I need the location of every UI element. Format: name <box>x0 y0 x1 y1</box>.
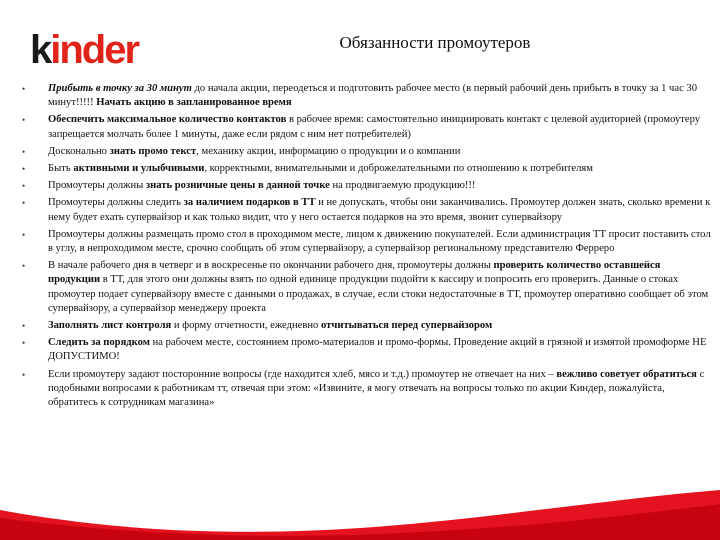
duty-item <box>22 145 712 159</box>
bullet-icon: • <box>22 338 26 349</box>
duty-text: Досконально <box>48 145 110 157</box>
duty-text-bold: Обеспечить максимальное количество контактов <box>48 114 287 126</box>
duty-text-bold: знать розничные цены в данной точке <box>145 180 330 192</box>
duty-text: в ТТ, для этого они должны взять по одной единице продукции подойти к кассиру и попросить его проверить. Данные о стоках промоутер подает супервайзору вместе с данными о продажах, в случае, если стоки недостаточные в ТТ, промоутер оперативно сообщает об этом супервайзору, а супервайзор менеджеру проекта <box>48 274 709 314</box>
bullet-icon: • <box>22 261 26 272</box>
duty-item <box>22 336 712 364</box>
duty-text: до начала акции, переодеться и подготовить рабочее место (в первый рабочий день прибыть в точку за 1 час 30 минут!!!!! <box>48 83 698 109</box>
duty-item <box>22 113 712 141</box>
duty-item <box>22 162 712 176</box>
duty-item <box>22 228 712 256</box>
duty-text: и не допускать, чтобы они заканчивались. Промоутер должен знать, сколько времени к нему будет ехать супервайзор и как только видит, что у него остается подарков на это время, звонит супервайзору <box>48 197 711 223</box>
bullet-icon: • <box>22 321 26 332</box>
duty-text-bold: проверить количество оставшейся продукции <box>48 260 661 286</box>
logo-letter-k: k <box>30 28 51 72</box>
duty-text: Промоутеры должны следить <box>48 197 184 209</box>
duty-text: и форму отчетности, ежедневно <box>171 320 321 332</box>
kinder-logo <box>30 30 138 70</box>
duty-item <box>22 196 712 224</box>
bullet-icon: • <box>22 115 26 126</box>
duty-item <box>22 319 712 333</box>
bullet-icon: • <box>22 369 26 380</box>
bullet-icon: • <box>22 164 26 175</box>
duty-text: Быть <box>48 163 74 175</box>
duty-text-bold: активными и улыбчивыми <box>73 163 205 175</box>
duty-text-bold: за наличием подарков в ТТ <box>183 197 316 209</box>
bullet-icon: • <box>22 146 26 157</box>
page-title: Обязанности промоутеров <box>339 33 531 52</box>
duty-text-bold: знать промо текст <box>109 145 197 157</box>
duty-text: на рабочем месте, состоянием промо-материалов и промо-формы. Проведение акций в грязной и измятой промоформе НЕ ДОПУСТИМО! <box>48 337 707 363</box>
duty-item <box>22 368 712 411</box>
duty-text: Промоутеры должны <box>48 180 146 192</box>
duty-text: , механику акции, информацию о продукции и о компании <box>196 145 461 157</box>
duty-item <box>22 259 712 316</box>
duty-text: В начале рабочего дня в четверг и в воскресенье по окончании рабочего дня, промоутеры должны <box>48 260 494 272</box>
duty-text-bold: вежливо советует обратиться <box>556 368 697 380</box>
duties-list <box>22 82 712 413</box>
bullet-icon: • <box>22 198 26 209</box>
duty-text-bold: Прибыть в точку за 30 минут <box>48 83 192 94</box>
duty-text-bold: отчитываться перед супервайзором <box>321 320 493 332</box>
duty-text: , корректными, внимательными и доброжелательными по отношению к потребителям <box>204 163 593 175</box>
duty-text-bold: Заполнять лист контроля <box>48 320 172 332</box>
red-wave-decoration <box>0 470 720 540</box>
bullet-icon: • <box>22 181 26 192</box>
logo-letters-inder: inder <box>50 28 139 72</box>
duty-text: на продвигаемую продукцию!!! <box>329 180 476 192</box>
duty-text-bold: Начать акцию в запланированное время <box>96 97 292 109</box>
duty-text: Промоутеры должны размещать промо стол в проходимом месте, лицом к движению покупателей. Если администрация ТТ просит поставить стол в углу, в непроходимом месте, срочно сообщать об этом супервайзору, а супервайзор региональному представителю Ферреро <box>48 228 711 255</box>
duty-text-bold: Следить за порядком <box>48 337 150 349</box>
bullet-icon: • <box>22 229 26 240</box>
duty-text: с подобными вопросами к работникам тт, отвечая при этом: «Извините, я могу отвечать на вопросы только по акции Киндер, пожалуйста, обратитесь к сотрудникам магазина» <box>48 368 705 409</box>
bullet-icon: • <box>22 84 26 94</box>
duty-text: в рабочее время: самостоятельно инициировать контакт с целевой аудиторией (промоутеру запрещается молчать более 1 минуты, даже если рядом с ним нет потребителей) <box>48 114 701 140</box>
duty-item <box>22 179 712 193</box>
duty-text: Если промоутеру задают посторонние вопросы (где находится хлеб, мясо и т.д.) промоутер не отвечает на них – <box>48 368 557 380</box>
duty-item <box>22 82 712 110</box>
